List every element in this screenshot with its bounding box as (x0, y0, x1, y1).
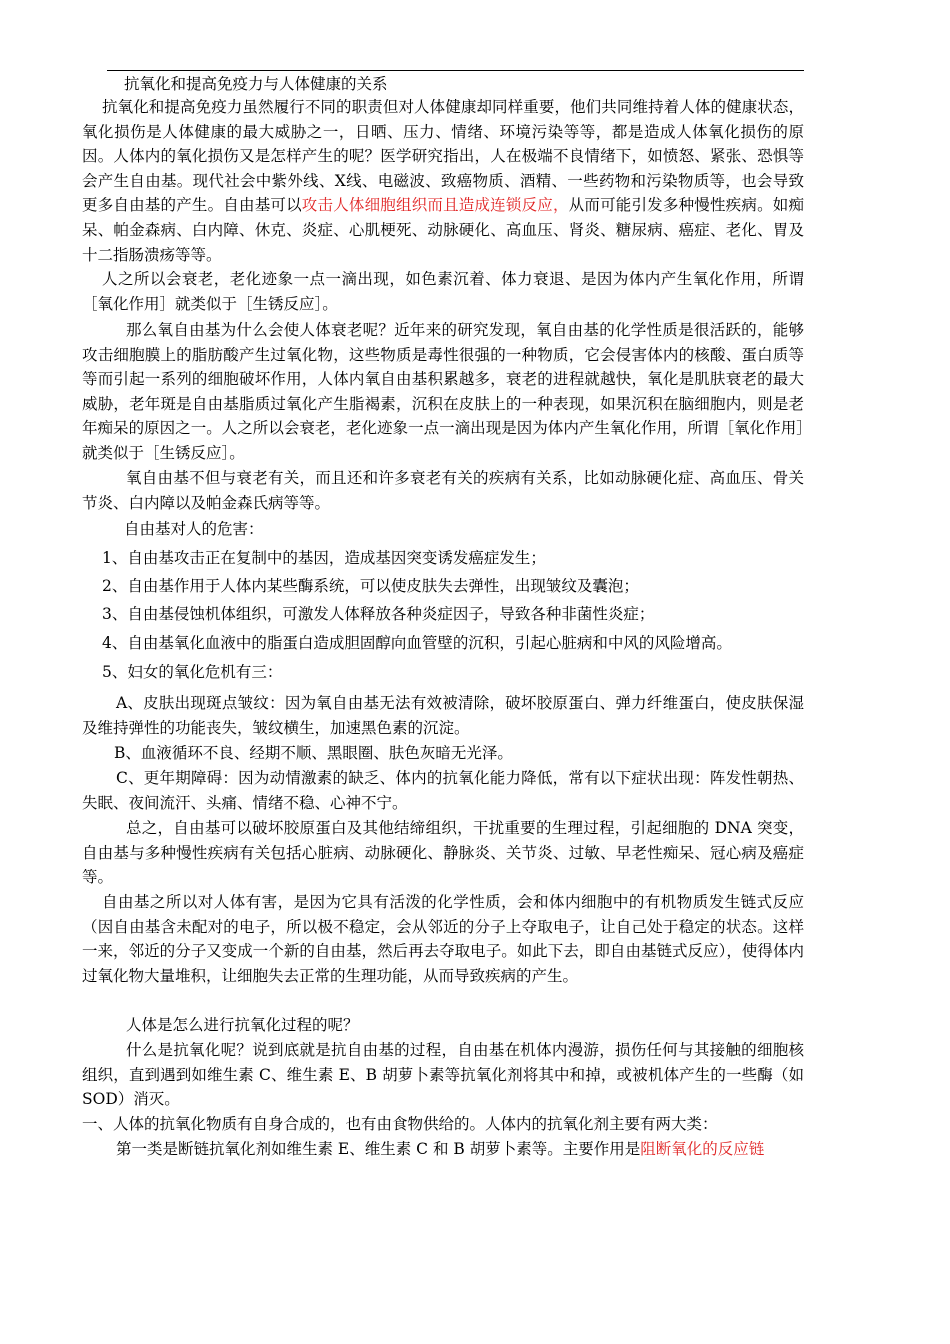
harm-item-4: 4、自由基氧化血液中的脂蛋白造成胆固醇向血管壁的沉积，引起心脏病和中风的风险增高。 (102, 634, 732, 652)
what-is-paragraph: 什么是抗氧化呢？说到底就是抗自由基的过程，自由基在机体内漫游，损伤任何与其接触的细胞核组织，直到遇到如维生素 C、维生素 E、Β 胡萝卜素等抗氧化剂将其中和掉，或被机体产生的一些酶（如 SOD）消灭。 (82, 1041, 804, 1109)
first-type-highlight: 阻断氧化的反应链 (640, 1140, 765, 1158)
women-item-c: C、更年期障碍：因为动情激素的缺乏、体内的抗氧化能力降低，常有以下症状出现：阵发性朝热、失眠、夜间流汗、头痛、情绪不稳、心神不宁。 (82, 769, 804, 812)
chain-paragraph: 自由基之所以对人体有害，是因为它具有活泼的化学性质，会和体内细胞中的有机物质发生链式反应（因自由基含未配对的电子，所以极不稳定，会从邻近的分子上夺取电子，让自己处于稳定的状态。这样一来，邻近的分子又变成一个新的自由基，然后再去夺取电子。如此下去，即自由基链式反应），使得体内过氧化物大量堆积，让细胞失去正常的生理功能，从而导致疾病的产生。 (82, 893, 804, 985)
harm-item-2: 2、自由基作用于人体内某些酶系统，可以使皮肤失去弹性，出现皱纹及囊泡； (102, 577, 639, 595)
women-item-a: A、皮肤出现斑点皱纹：因为氧自由基无法有效被清除，破坏胶原蛋白、弹力纤维蛋白，使皮肤保湿及维持弹性的功能丧失，皱纹横生，加速黑色素的沉淀。 (82, 694, 804, 737)
intro-highlight: 攻击人体细胞组织而且造成连锁反应， (301, 196, 569, 215)
intro-paragraph (82, 95, 804, 267)
why-aging-paragraph: 那么氧自由基为什么会使人体衰老呢？近年来的研究发现，氧自由基的化学性质是很活跃的，能够攻击细胞膜上的脂肪酸产生过氧化物，这些物质是毒性很强的一种物质，它会侵害体内的核酸、蛋白质等等而引起一系列的细胞破坏作用，人体内氧自由基积累越多，衰老的进程就越快，氧化是肌肤衰老的最大威胁，老年斑是自由基脂质过氧化产生脂褐素，沉积在皮肤上的一种表现，如果沉积在脑细胞内，则是老年痴呆的原因之一。人之所以会衰老，老化迹象一点一滴出现是因为体内产生氧化作用，所谓［氧化作用］就类似于［生锈反应］。 (82, 321, 804, 462)
harm-item-5: 5、妇女的氧化危机有三： (102, 663, 283, 681)
first-type-text: 第一类是断链抗氧化剂如维生素 E、维生素 C 和 Β 胡萝卜素等。主要作用是 (116, 1140, 641, 1158)
diseases-paragraph: 氧自由基不但与衰老有关，而且还和许多衰老有关的疾病有关系，比如动脉硬化症、高血压、骨关节炎、白内障以及帕金森氏病等等。 (82, 469, 804, 512)
harm-item-3: 3、自由基侵蚀机体组织，可激发人体释放各种炎症因子，导致各种非菌性炎症； (102, 605, 655, 623)
intro-text-a: 抗氧化和提高免疫力虽然履行不同的职责但对人体健康却同样重要，他们共同维持着人体的健康状态，氧化损伤是人体健康的最大威胁之一，日晒、压力、情绪、环境污染等等，都是造成人体氧化损伤的原因。人体内的氧化损伤又是怎样产生的呢？医学研究指出，人在极端不良情绪下，如愤怒、紧张、恐惧等会产生自由基。现代社会中紫外线、X线、电磁波、致癌物质、酒精、一些药物和污染物质等，也会导致更多自由基的产生。自由基可以 (82, 98, 804, 215)
section-one-heading: 一、人体的抗氧化物质有自身合成的，也有由食物供给的。人体内的抗氧化剂主要有两大类： (82, 1115, 718, 1133)
first-type-paragraph (82, 1137, 804, 1162)
aging-paragraph: 人之所以会衰老，老化迹象一点一滴出现，如色素沉着、体力衰退、是因为体内产生氧化作用，所谓［氧化作用］就类似于［生锈反应］。 (82, 270, 804, 313)
how-heading: 人体是怎么进行抗氧化过程的呢？ (126, 1016, 359, 1034)
harm-heading: 自由基对人的危害： (124, 520, 264, 538)
women-item-b: B、血液循环不良、经期不顺、黑眼圈、肤色灰暗无光泽。 (114, 744, 513, 762)
document-title: 抗氧化和提高免疫力与人体健康的关系 (124, 75, 388, 93)
header-rule (107, 70, 804, 71)
intro-text-b: 从而可能引发多种慢性疾病。如痴呆、帕金森病、白内障、休克、炎症、心肌梗死、动脉硬化、高血压、肾炎、糖尿病、癌症、老化、胃及十二指肠溃疡等等。 (82, 196, 804, 264)
summary-paragraph: 总之，自由基可以破坏胶原蛋白及其他结缔组织，干扰重要的生理过程，引起细胞的 DNA 突变，自由基与多种慢性疾病有关包括心脏病、动脉硬化、静脉炎、关节炎、过敏、早老性痴呆、冠心病及癌症等。 (82, 819, 804, 887)
harm-item-1: 1、自由基攻击正在复制中的基因，造成基因突变诱发癌症发生； (102, 549, 546, 567)
